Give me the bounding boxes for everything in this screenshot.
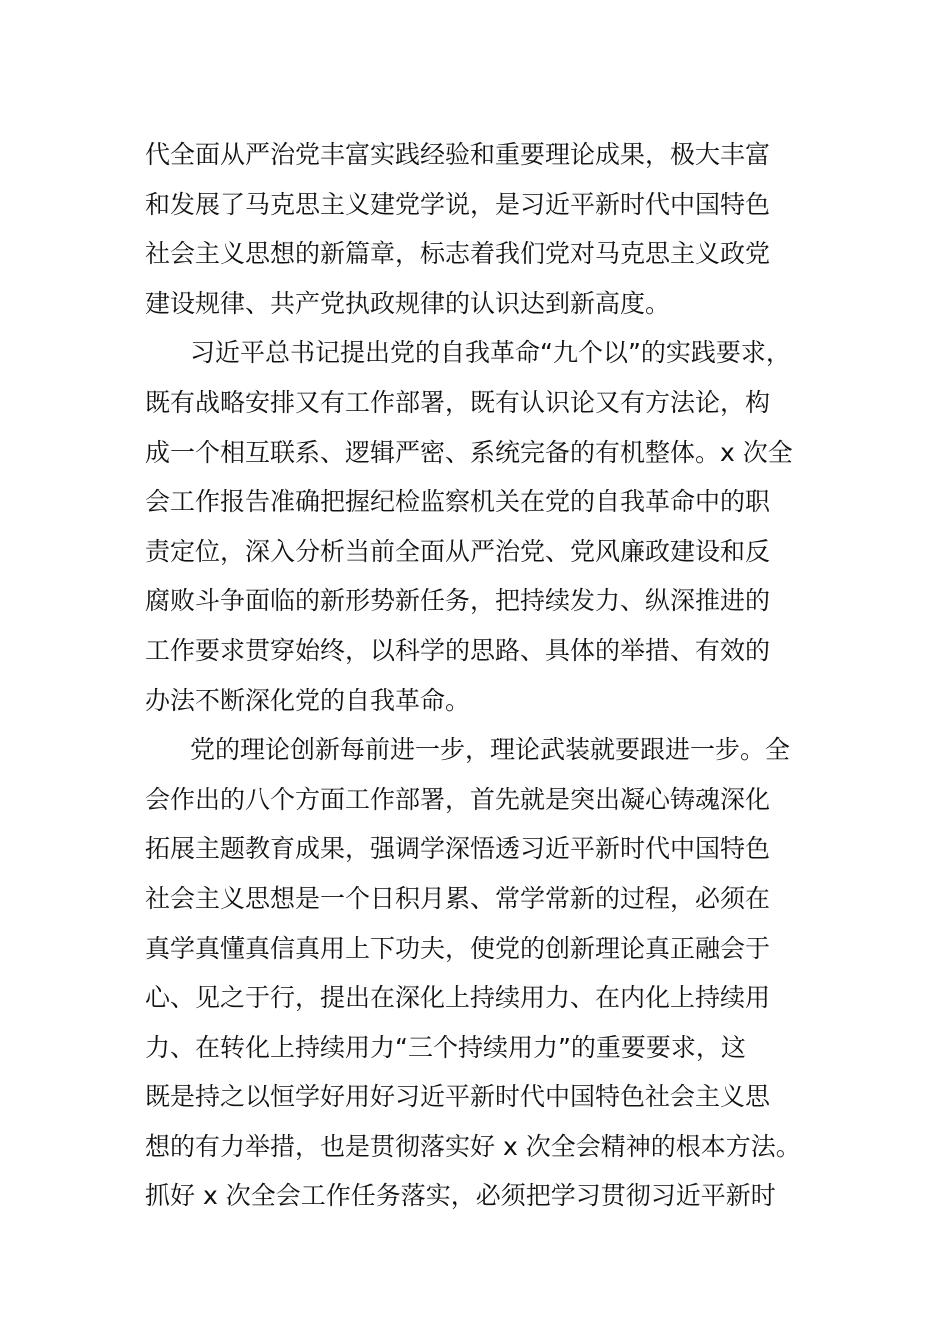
paragraph-line: 会工作报告准确把握纪检监察机关在党的自我革命中的职: [145, 487, 771, 517]
paragraph-line: 成一个相互联系、逻辑严密、系统完备的有机整体。x 次全: [145, 437, 793, 467]
paragraph-line: 会作出的八个方面工作部署，首先就是突出凝心铸魂深化: [145, 784, 771, 814]
paragraph-line: 责定位，深入分析当前全面从严治党、党风廉政建设和反: [145, 536, 771, 566]
paragraph-line: 代全面从严治党丰富实践经验和重要理论成果，极大丰富: [145, 140, 771, 169]
paragraph-line: 党的理论创新每前进一步，理论武装就要跟进一步。全: [190, 735, 791, 765]
paragraph-line: 拓展主题教育成果，强调学深悟透习近平新时代中国特色: [145, 834, 771, 864]
paragraph-line: 建设规律、共产党执政规律的认识达到新高度。: [145, 288, 671, 318]
paragraph-line: 心、见之于行，提出在深化上持续用力、在内化上持续用: [145, 983, 771, 1013]
paragraph-line: 真学真懂真信真用上下功夫，使党的创新理论真正融会于: [145, 933, 771, 963]
paragraph-line: 社会主义思想是一个日积月累、常学常新的过程，必须在: [145, 883, 771, 913]
paragraph-line: 想的有力举措，也是贯彻落实好 x 次全会精神的根本方法。: [145, 1131, 801, 1161]
paragraph-line: 社会主义思想的新篇章，标志着我们党对马克思主义政党: [145, 239, 771, 269]
document-body: [145, 130, 825, 1221]
paragraph-line: 习近平总书记提出党的自我革命“九个以”的实践要求，: [190, 338, 791, 368]
paragraph-line: 办法不断深化党的自我革命。: [145, 685, 471, 715]
paragraph-line: 既有战略安排又有工作部署，既有认识论又有方法论，构: [145, 387, 771, 417]
paragraph-line: 既是持之以恒学好用好习近平新时代中国特色社会主义思: [145, 1082, 771, 1112]
paragraph-line: 抓好 x 次全会工作任务落实，必须把学习贯彻习近平新时: [145, 1181, 776, 1211]
paragraph-line: 腐败斗争面临的新形势新任务，把持续发力、纵深推进的: [145, 586, 771, 616]
paragraph-line: 工作要求贯穿始终，以科学的思路、具体的举措、有效的: [145, 635, 771, 665]
paragraph-line: 力、在转化上持续用力“三个持续用力”的重要要求，这: [145, 1032, 746, 1062]
paragraph-line: 和发展了马克思主义建党学说，是习近平新时代中国特色: [145, 189, 771, 219]
